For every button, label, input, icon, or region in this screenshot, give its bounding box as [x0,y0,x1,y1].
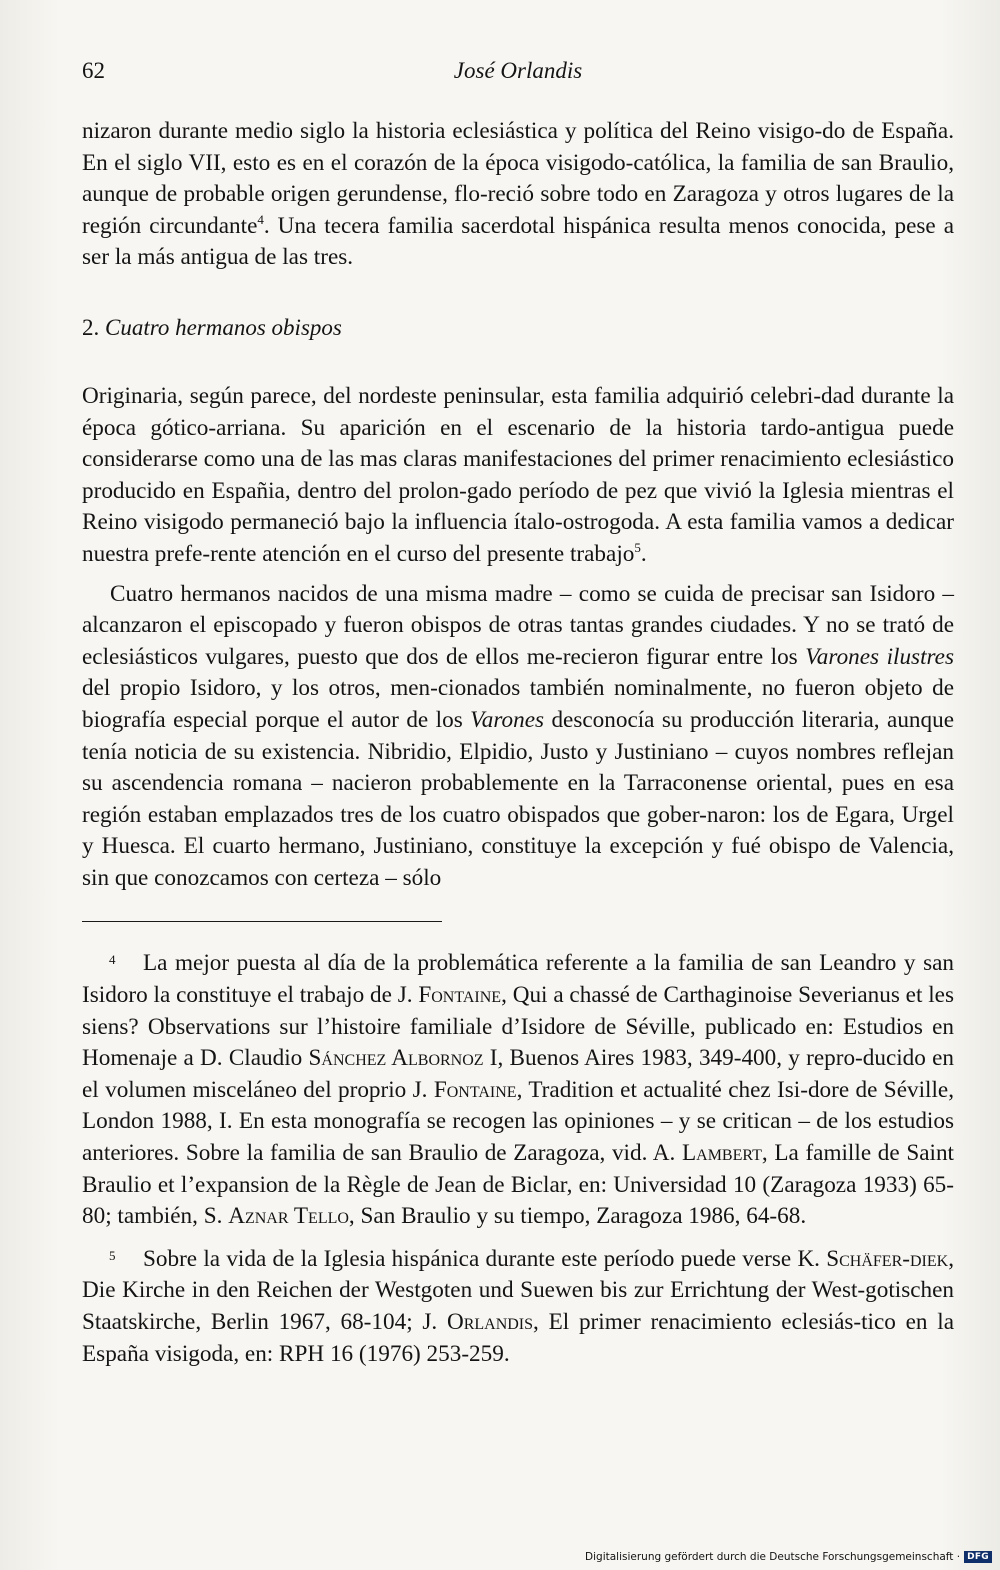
section-heading [82,312,954,343]
title-varones: Varones [470,706,545,733]
footnote-4-mark: 4 [109,952,116,968]
dfg-logo: DFG [964,1551,992,1563]
paragraph-2: Originaria, según parece, del nordeste peninsular, esta familia adquirió celebri-dad durante la época gótico-arriana. Su aparición en el escenario de la historia tardo-antigua puede considerarse como una de las mas claras manifestaciones del primer renacimiento eclesiástico producido en Españia, dentro del prolon-gado período de pez que vivió la Iglesia mientras el Reino visigodo permaneció bajo la influencia ítalo-ostrogoda. A esta familia vamos a dedicar nuestra prefe-rente atención en el curso del presente trabajo$^5$. [82,382,954,567]
footnote-divider [82,921,442,922]
title-varones-ilustres: Varones ilustres [805,643,954,670]
section-number: 2. [82,314,100,340]
page-number: 62 [82,58,105,83]
credit-text: Digitalisierung gefördert durch die Deutsche Forschungsgemeinschaft · [585,1551,961,1563]
running-head [82,58,954,92]
body-text [82,116,954,1370]
footnote-5: 5 Sobre la vida de la Iglesia hispánica durante este período puede verse K. Schäfer-diek, Die Kirche in den Reichen der Westgoten und Suewen bis zur Errichtung der West-gotischen Staatskirche, Berlin 1967, 68-104; J. Orlandis, El primer renacimiento eclesiás-tico en la España visigoda, en: RPH 16 (1976) 253-259. [82,1240,954,1370]
footnote-ref-4[interactable]: 4 [257,211,264,227]
paragraph-1: nizaron durante medio siglo la historia eclesiástica y política del Reino visigo-do de España. En el siglo VII, esto es en el corazón de la época visigodo-católica, la familia de san Braulio, aunque de probable origen gerundense, flo-reció sobre todo en Zaragoza y otros lugares de la región circundante$^4$. Una tecera familia sacerdotal hispánica resulta menos conocida, pese a ser la más antigua de las tres. [82,118,954,271]
footnote-ref-5[interactable]: 5 [634,539,641,555]
footnote-4: 4 La mejor puesta al día de la problemática referente a la familia de san Leandro y san Isidoro la constituye el trabajo de J. Fontaine, Qui a chassé de Carthaginoise Severianus et les siens? Observations sur l’histoire familiale d’Isidore de Séville, publicado en: Estudios en Homenaje a D. Claudio Sánchez Albornoz I, Buenos Aires 1983, 349-400, y repro-ducido en el volumen misceláneo del proprio J. Fontaine, Tradition et actualité chez Isi-dore de Séville, London 1988, I. En esta monografía se recogen las opiniones – y se critican – de los estudios anteriores. Sobre la familia de san Braulio de Zaragoza, vid. A. Lambert, La famille de Saint Braulio et l’expansion de la Règle de Jean de Biclar, en: Universidad 10 (Zaragoza 1933) 65-80; también, S. Aznar Tello, San Braulio y su tiempo, Zaragoza 1986, 64-68. [82,944,954,1232]
paragraph-3: Cuatro hermanos nacidos de una misma madre – como se cuida de precisar san Isidoro – alcanzaron el episcopado y fueron obispos de otras tantas grandes ciudades. Y no se trató de eclesiásticos vulgares, puesto que dos de ellos me-recieron figurar entre los Varones ilustres del propio Isidoro, y los otros, men-cionados también nominalmente, no fueron objeto de biografía especial porque el autor de los Varones desconocía su producción literaria, aunque tenía noticia de su existencia. Nibridio, Elpidio, Justo y Justiniano – cuyos nombres reflejan su ascendencia romana – nacieron probablemente en la Tarraconense oriental, pues en esa región estaban emplazados tres de los cuatro obispados que gober-naron: los de Egara, Urgel y Huesca. El cuarto hermano, Justiniano, constituye la excepción y fué obispo de Valencia, sin que conozcamos con certeza – sólo [82,580,954,891]
footnote-5-mark: 5 [109,1247,116,1263]
section-title: Cuatro hermanos obispos [105,314,342,340]
digitization-credit [585,1549,992,1565]
running-title: José Orlandis [453,58,583,83]
